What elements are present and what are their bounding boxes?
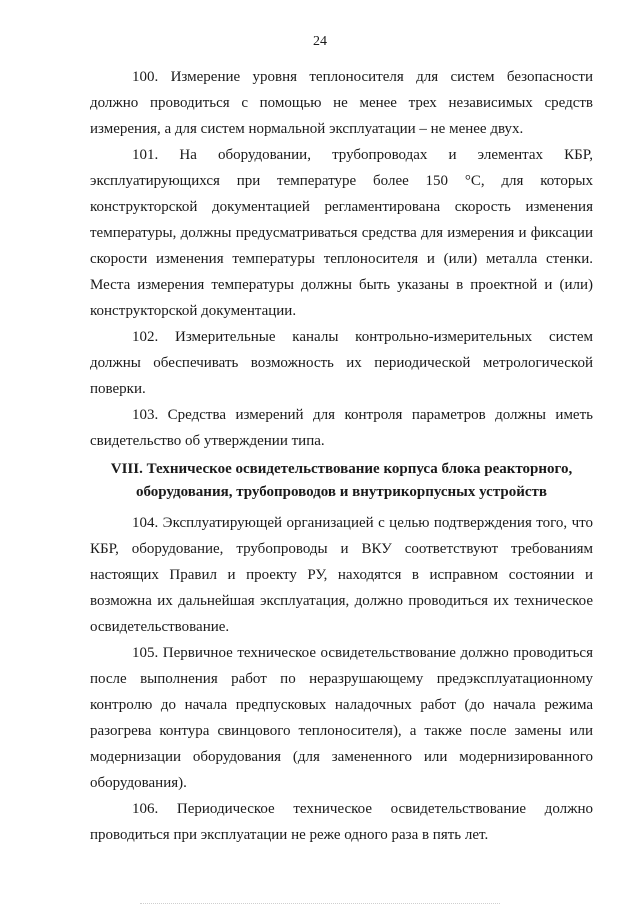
section-heading-line-2: оборудования, трубопроводов и внутрикорпусных устройств <box>135 484 548 500</box>
paragraph-105: 105. Первичное техническое освидетельствование должно проводиться после выполнения работ по неразрушающему предэксплуатационному контролю до начала предпусковых наладочных работ (до начала режима разогрева контура свинцового теплоносителя), а также после замены или модернизации оборудования (для замененного или модернизированного оборудования). <box>90 645 593 791</box>
paragraph-106: 106. Периодическое техническое освидетельствование должно проводиться при эксплуатации не реже одного раза в пять лет. <box>90 801 593 843</box>
paragraph-103: 103. Средства измерений для контроля параметров должны иметь свидетельство об утверждении типа. <box>90 407 593 449</box>
page-number: 24 <box>313 34 327 49</box>
paragraph-102: 102. Измерительные каналы контрольно-измерительных систем должны обеспечивать возможность их периодической метрологической поверки. <box>90 329 593 397</box>
paragraph-100: 100. Измерение уровня теплоносителя для систем безопасности должно проводиться с помощью не менее трех независимых средств измерения, а для систем нормальной эксплуатации – не менее двух. <box>90 69 593 137</box>
paragraph-104: 104. Эксплуатирующей организацией с целью подтверждения того, что КБР, оборудование, трубопроводы и ВКУ соответствуют требованиям настоящих Правил и проекту РУ, находятся в исправном состоянии и возможна их дальнейшая эксплуатация, должно проводиться их техническое освидетельствование. <box>90 515 593 635</box>
document-body <box>90 64 593 848</box>
section-heading-line-1: VIII. Техническое освидетельствование корпуса блока реакторного, <box>110 461 573 477</box>
paragraph-101: 101. На оборудовании, трубопроводах и элементах КБР, эксплуатирующихся при температуре более 150 °С, для которых конструкторской документацией регламентирована скорость изменения температуры, должны предусматриваться средства для измерения и фиксации скорости изменения температуры теплоносителя и (или) металла стенки. Места измерения температуры должны быть указаны в проектной и (или) конструкторской документации. <box>90 147 593 319</box>
section-heading <box>90 458 593 504</box>
